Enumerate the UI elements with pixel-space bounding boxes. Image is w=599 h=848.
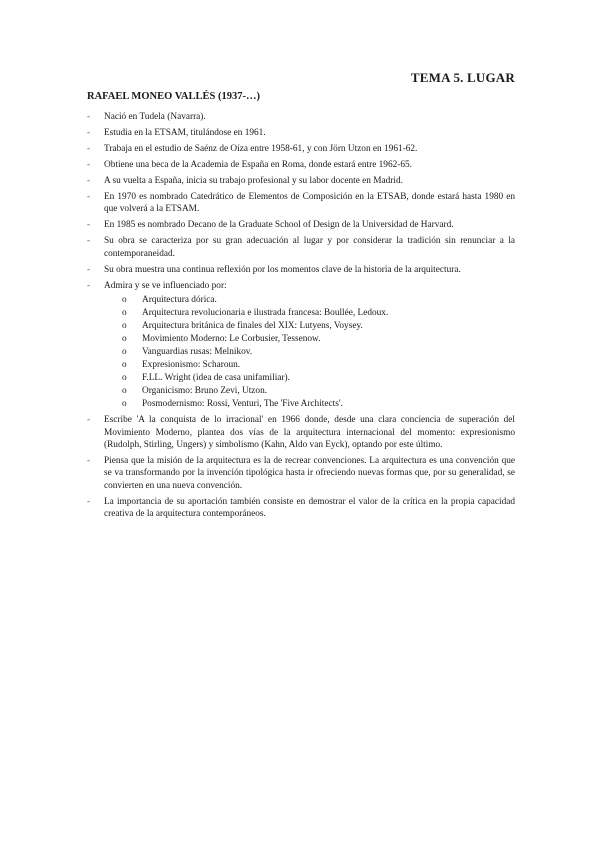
sub-list-item-text: Movimiento Moderno: Le Corbusier, Tessenow. — [142, 334, 321, 345]
dash-bullet-icon: - — [87, 112, 91, 122]
dash-bullet-icon: - — [87, 415, 91, 426]
list-item-text: Su obra muestra una continua reflexión por los momentos clave de la historia de la arquitectura. — [104, 264, 461, 275]
list-item-text: Obtiene una beca de la Academia de España en Roma, donde estará entre 1962-65. — [104, 160, 412, 170]
dash-bullet-icon: - — [87, 236, 91, 247]
list-item — [87, 159, 515, 171]
circle-bullet-icon: o — [122, 386, 127, 397]
list-item-text: En 1985 es nombrado Decano de la Graduate School of Design de la Universidad de Harvard. — [104, 220, 454, 231]
list-item — [87, 264, 515, 276]
list-item-text: Nació en Tudela (Navarra). — [104, 112, 206, 122]
sub-list-item-text: Posmodernismo: Rossi, Venturi, The 'Five Architects'. — [142, 399, 343, 410]
circle-bullet-icon: o — [122, 334, 127, 345]
sub-list-item — [104, 333, 515, 345]
list-item-text: En 1970 es nombrado Catedrático de Elementos de Composición en la ETSAB, donde estará hasta 1980 en que volverá a la ETSAM. — [104, 192, 515, 215]
list-item — [87, 414, 515, 451]
sub-list-item — [104, 398, 515, 410]
list-item-text: A su vuelta a España, inicia su trabajo profesional y su labor docente en Madrid. — [104, 176, 403, 186]
list-item-text: Estudia en la ETSAM, titulándose en 1961. — [104, 128, 266, 138]
list-item — [87, 127, 515, 139]
sub-list-item-text: Vanguardias rusas: Melnikov. — [142, 347, 253, 358]
sub-list-item-text: Arquitectura revolucionaria e ilustrada francesa: Boullée, Ledoux. — [142, 308, 389, 319]
list-item-text: Trabaja en el estudio de Saénz de Oíza entre 1958-61, y con Jörn Utzon en 1961-62. — [104, 144, 418, 154]
list-item — [87, 191, 515, 216]
dash-bullet-icon: - — [87, 160, 91, 170]
list-item-text: Admira y se ve influenciado por: — [104, 280, 227, 291]
bullet-list — [87, 111, 515, 524]
list-item — [87, 175, 515, 187]
list-item-text: La importancia de su aportación también consiste en demostrar el valor de la crítica en la propia capacidad creativa de la arquitectura contemporáneos. — [104, 496, 515, 520]
dash-bullet-icon: - — [87, 220, 91, 231]
dash-bullet-icon: - — [87, 128, 91, 138]
sub-list-item — [104, 385, 515, 397]
dash-bullet-icon: - — [87, 456, 91, 467]
dash-bullet-icon: - — [87, 144, 91, 154]
topic-title: TEMA 5. LUGAR — [410, 70, 515, 85]
dash-bullet-icon: - — [87, 496, 91, 507]
circle-bullet-icon: o — [122, 399, 127, 410]
list-item — [87, 455, 515, 492]
circle-bullet-icon: o — [122, 360, 127, 371]
list-item-text: Su obra se caracteriza por su gran adecuación al lugar y por considerar la tradición sin renunciar a la contemporaneidad. — [104, 236, 515, 259]
circle-bullet-icon: o — [122, 308, 127, 319]
sub-list — [104, 294, 515, 410]
sub-list-item — [104, 307, 515, 319]
circle-bullet-icon: o — [122, 373, 127, 384]
sub-list-item — [104, 294, 515, 306]
sub-list-item — [104, 359, 515, 371]
sub-list-item-text: Arquitectura dórica. — [142, 295, 217, 306]
circle-bullet-icon: o — [122, 347, 127, 358]
circle-bullet-icon: o — [122, 321, 127, 332]
list-item — [87, 280, 515, 411]
dash-bullet-icon: - — [87, 176, 91, 186]
sub-list-item-text: Expresionismo: Scharoun. — [142, 360, 241, 371]
sub-list-item-text: Arquitectura británica de finales del XIX: Lutyens, Voysey. — [142, 321, 363, 332]
list-item-text: Escribe 'A la conquista de lo irracional' en 1966 donde, desde una clara conciencia de superación del Movimiento Moderno, plantea dos vías de la arquitectura internacional del momento: expresionismo (Rudolph, Stirling, Ungers) y simbolismo (Kahn, Aldo van Eyck), optando por este último. — [104, 415, 515, 451]
circle-bullet-icon: o — [122, 295, 127, 306]
sub-list-item — [104, 346, 515, 358]
dash-bullet-icon: - — [87, 264, 91, 275]
sub-list-item-text: F.LL. Wright (idea de casa unifamiliar). — [142, 373, 290, 384]
sub-list-item-text: Organicismo: Bruno Zevi, Utzon. — [142, 386, 268, 397]
dash-bullet-icon: - — [87, 192, 91, 202]
sub-list-item — [104, 320, 515, 332]
list-item — [87, 496, 515, 521]
list-item — [87, 219, 515, 231]
list-item — [87, 235, 515, 260]
dash-bullet-icon: - — [87, 280, 91, 291]
list-item — [87, 111, 515, 123]
list-item — [87, 143, 515, 155]
sub-list-item — [104, 372, 515, 384]
list-item-text: Piensa que la misión de la arquitectura es la de recrear convenciones. La arquitectura es una convención que se va transformando por la invención tipológica hasta ir ofreciendo nuevas formas que, por su generalidad, se convierten en una nueva convención. — [104, 456, 515, 491]
document-heading: RAFAEL MONEO VALLÉS (1937-…) — [87, 91, 260, 102]
